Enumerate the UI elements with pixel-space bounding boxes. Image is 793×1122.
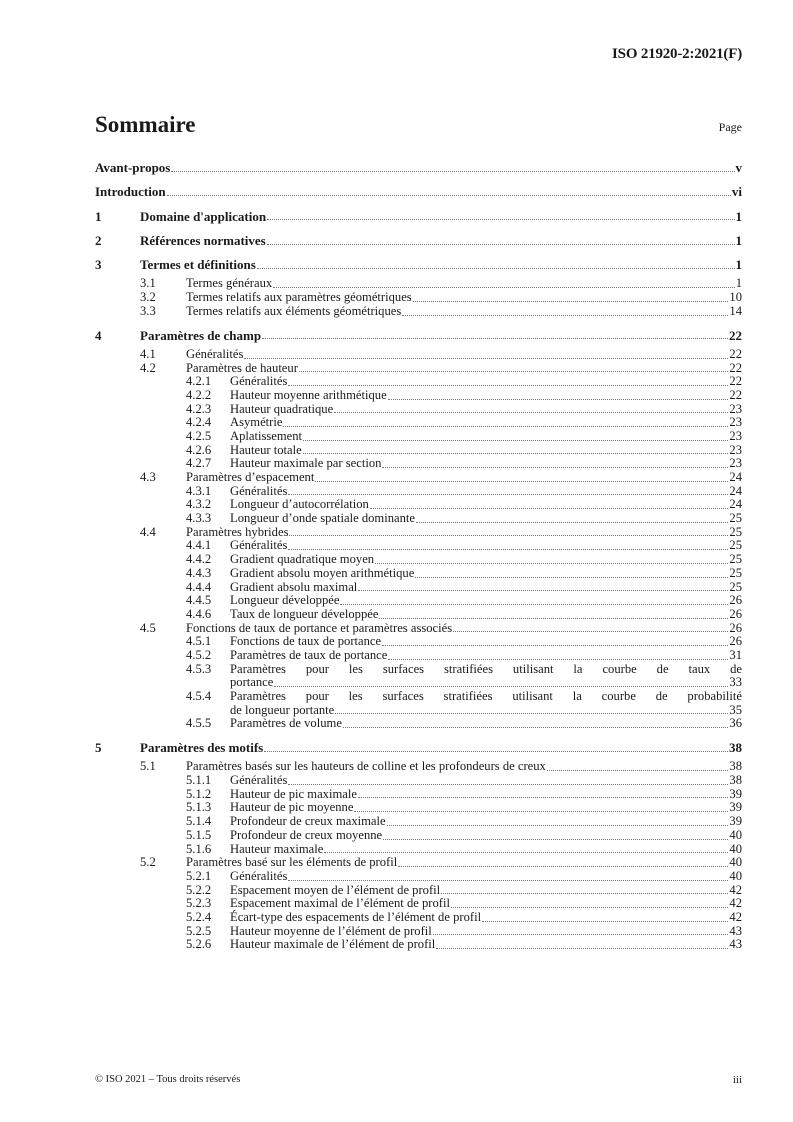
toc-entry[interactable]: [95, 856, 742, 870]
toc-entry-number: 4.4.5: [186, 593, 212, 608]
toc-entry-title: Paramètres d’espacement: [186, 470, 315, 485]
toc-entry-number: 5: [95, 740, 102, 756]
toc-entry-title: Termes et définitions: [140, 257, 256, 273]
dot-leader: [382, 644, 728, 646]
toc-entry-number: 4.4: [140, 524, 156, 539]
toc-entry-title: Avant-propos: [95, 160, 171, 176]
dot-leader: [288, 879, 728, 881]
toc-entry-page: 25: [729, 511, 742, 526]
toc-entry-page: 39: [729, 786, 742, 801]
toc-entry-title: Hauteur maximale par section: [230, 456, 382, 471]
toc-entry-page: vi: [731, 184, 742, 200]
toc-entry-page: 42: [729, 909, 742, 924]
toc-entry[interactable]: [95, 180, 742, 204]
toc-entry-title: Espacement moyen de l’élément de profil: [230, 882, 441, 897]
toc-entry[interactable]: [95, 801, 742, 815]
toc-entry-title: Gradient absolu moyen arithmétique: [230, 565, 415, 580]
toc-entry-number: 5.1.5: [186, 827, 212, 842]
toc-entry-number: 5.2.2: [186, 882, 212, 897]
dot-leader: [288, 493, 728, 495]
toc-entry-number: 4.4.6: [186, 606, 212, 621]
toc-entry-number: 4.2.6: [186, 442, 212, 457]
toc-entry[interactable]: [95, 485, 742, 499]
toc-entry-title: Taux de longueur développée: [230, 606, 379, 621]
toc-entry-page: 43: [729, 937, 742, 952]
toc-entry-title: Paramètres de volume: [230, 716, 342, 731]
dot-leader: [267, 243, 735, 245]
dot-leader: [436, 947, 728, 949]
toc-entry[interactable]: [95, 925, 742, 939]
toc-entry-number: 3.2: [140, 290, 156, 305]
toc-entry-title: Introduction: [95, 184, 166, 200]
toc-entry[interactable]: [95, 416, 742, 430]
toc-entry[interactable]: [95, 815, 742, 829]
toc-entry-title: Profondeur de creux maximale: [230, 814, 386, 829]
document-identifier: ISO 21920-2:2021(F): [612, 46, 742, 62]
dot-leader: [257, 267, 735, 269]
toc-entry-page: 23: [729, 442, 742, 457]
toc-entry[interactable]: [95, 526, 742, 540]
toc-entry-page: 23: [729, 401, 742, 416]
toc-entry[interactable]: [95, 663, 742, 690]
toc-entry-number: 4.3.1: [186, 483, 212, 498]
toc-entry-title: Paramètres basés sur les hauteurs de colline et les profondeurs de creux: [186, 759, 546, 774]
toc-entry[interactable]: [95, 911, 742, 925]
dot-leader: [453, 630, 728, 632]
toc-entry[interactable]: [95, 774, 742, 788]
toc-entry-page: 26: [729, 634, 742, 649]
toc-entry[interactable]: [95, 870, 742, 884]
dot-leader: [382, 466, 728, 468]
dot-leader: [402, 314, 728, 316]
toc-entry[interactable]: [95, 277, 742, 291]
toc-entry[interactable]: [95, 403, 742, 417]
dot-leader: [288, 783, 728, 785]
toc-entry-title: Hauteur totale: [230, 442, 302, 457]
dot-leader: [354, 810, 728, 812]
toc-entry-page: 33: [729, 675, 742, 690]
toc-entry-page: 22: [729, 360, 742, 375]
toc-entry-number: 4.2.5: [186, 428, 212, 443]
dot-leader: [167, 194, 731, 196]
toc-entry-number: 4.4.3: [186, 565, 212, 580]
toc-entry[interactable]: [95, 567, 742, 581]
toc-entry-title: Gradient absolu maximal: [230, 579, 358, 594]
toc-entry-title: Profondeur de creux moyenne: [230, 827, 383, 842]
toc-entry[interactable]: [95, 938, 742, 952]
toc-entry-page: 38: [729, 740, 742, 756]
toc-entry-page: 1: [735, 233, 742, 249]
toc-entry-number: 4.2.2: [186, 387, 212, 402]
toc-entry-title: Hauteur de pic maximale: [230, 786, 357, 801]
toc-entry[interactable]: [95, 843, 742, 857]
toc-entry-title: Asymétrie: [230, 415, 283, 430]
toc-entry[interactable]: [95, 897, 742, 911]
toc-entry-page: 40: [729, 841, 742, 856]
toc-entry-title-line1: Paramètres pour les surfaces stratifiées utilisant la courbe de taux de: [230, 661, 742, 676]
dot-leader: [379, 617, 728, 619]
toc-entry-title: Paramètres de champ: [140, 327, 262, 343]
toc-entry[interactable]: [95, 444, 742, 458]
dot-leader: [375, 562, 728, 564]
toc-entry-number: 3.3: [140, 303, 156, 318]
toc-entry[interactable]: [95, 829, 742, 843]
page-number: iii: [732, 1074, 742, 1086]
toc-entry-page: 25: [729, 552, 742, 567]
toc-entry-title: Gradient quadratique moyen: [230, 552, 375, 567]
toc-entry-page: 26: [729, 620, 742, 635]
toc-entry-page: 22: [729, 327, 742, 343]
toc-entry-title: Termes relatifs aux éléments géométriques: [186, 303, 402, 318]
toc-entry[interactable]: [95, 717, 742, 731]
toc-entry[interactable]: [95, 649, 742, 663]
toc-entry[interactable]: [95, 389, 742, 403]
toc-entry[interactable]: [95, 581, 742, 595]
toc-entry-number: 4.5.2: [186, 647, 212, 662]
dot-leader: [358, 589, 728, 591]
dot-leader: [387, 824, 729, 826]
toc-entry-title: Paramètres des motifs: [140, 740, 264, 756]
toc-entry[interactable]: [95, 553, 742, 567]
toc-entry[interactable]: [95, 884, 742, 898]
toc-entry-title-line2: portance: [230, 675, 274, 690]
toc-entry[interactable]: [95, 253, 742, 277]
page-title: Sommaire: [95, 112, 196, 137]
dot-leader: [334, 411, 728, 413]
toc-entry[interactable]: [95, 690, 742, 717]
toc-entry-number: 4.5.5: [186, 716, 212, 731]
toc-entry-page: 22: [729, 346, 742, 361]
toc-entry-number: 3.1: [140, 276, 156, 291]
toc-entry-number: 4.4.1: [186, 538, 212, 553]
toc-entry-number: 4.3.2: [186, 497, 212, 512]
toc-entry-page: 25: [729, 538, 742, 553]
dot-leader: [244, 357, 728, 359]
dot-leader: [289, 534, 728, 536]
toc-entry-number: 2: [95, 233, 102, 249]
toc-entry-title: Généralités: [230, 374, 288, 389]
toc-entry-page: 1: [735, 276, 742, 291]
toc-entry-page: 43: [729, 923, 742, 938]
toc-entry-title: Références normatives: [140, 233, 266, 249]
toc-entry-title: Longueur développée: [230, 593, 340, 608]
toc-entry-page: 39: [729, 814, 742, 829]
toc-entry[interactable]: [95, 205, 742, 229]
toc-entry-page: 42: [729, 882, 742, 897]
toc-entry-page: 22: [729, 374, 742, 389]
toc-entry-page: 40: [729, 868, 742, 883]
toc-entry-page: 10: [729, 290, 742, 305]
dot-leader: [299, 370, 729, 372]
dot-leader: [264, 750, 728, 752]
toc-entry-page: 22: [729, 387, 742, 402]
toc-entry-page: 1: [735, 208, 742, 224]
dot-leader: [288, 548, 728, 550]
toc-entry-title: Généralités: [230, 483, 288, 498]
toc-entry-title: Fonctions de taux de portance: [230, 634, 382, 649]
toc-entry-page: 26: [729, 593, 742, 608]
toc-entry-number: 5.1.3: [186, 800, 212, 815]
toc-entry-number: 5.1.4: [186, 814, 212, 829]
toc-entry-number: 4.3.3: [186, 511, 212, 526]
toc-entry-title: Écart-type des espacements de l’élément de profil: [230, 909, 482, 924]
toc-entry-number: 3: [95, 257, 102, 273]
copyright-notice: © ISO 2021 – Tous droits réservés: [95, 1074, 241, 1085]
toc-entry-title: Paramètres basé sur les éléments de profil: [186, 855, 398, 870]
dot-leader: [273, 286, 735, 288]
toc-entry-title: Paramètres de taux de portance: [230, 647, 388, 662]
toc-entry[interactable]: [95, 471, 742, 485]
toc-entry-title: Hauteur de pic moyenne: [230, 800, 354, 815]
dot-leader: [335, 712, 728, 714]
toc-entry[interactable]: [95, 362, 742, 376]
toc-entry[interactable]: [95, 512, 742, 526]
dot-leader: [274, 685, 728, 687]
dot-leader: [416, 521, 728, 523]
dot-leader: [283, 425, 728, 427]
dot-leader: [482, 920, 728, 922]
toc-entry-page: 23: [729, 415, 742, 430]
toc-entry[interactable]: [95, 635, 742, 649]
toc-entry-number: 5.2: [140, 855, 156, 870]
toc-entry[interactable]: [95, 291, 742, 305]
toc-entry-number: 4.2: [140, 360, 156, 375]
toc-entry-number: 4.2.1: [186, 374, 212, 389]
dot-leader: [388, 398, 729, 400]
toc-entry-title: Paramètres hybrides: [186, 524, 289, 539]
toc-entry-number: 5.1.1: [186, 773, 212, 788]
toc-entry-title: Domaine d'application: [140, 208, 267, 224]
toc-entry-number: 4.5: [140, 620, 156, 635]
dot-leader: [303, 439, 728, 441]
dot-leader: [413, 300, 729, 302]
toc-entry-title: Hauteur maximale: [230, 841, 324, 856]
toc-entry[interactable]: [95, 156, 742, 180]
toc-entry-page: 25: [729, 565, 742, 580]
toc-entry[interactable]: [95, 539, 742, 553]
toc-entry-number: 4.3: [140, 470, 156, 485]
toc-entry-page: 25: [729, 524, 742, 539]
toc-entry-title-line2: de longueur portante: [230, 702, 335, 717]
toc-entry-number: 4.2.4: [186, 415, 212, 430]
dot-leader: [340, 603, 728, 605]
dot-leader: [370, 507, 729, 509]
toc-entry-number: 1: [95, 208, 102, 224]
dot-leader: [441, 892, 728, 894]
toc-entry-number: 4.1: [140, 346, 156, 361]
page-column-label: Page: [718, 120, 742, 134]
dot-leader: [303, 452, 729, 454]
toc-entry-page: 40: [729, 855, 742, 870]
toc-entry-number: 5.1.2: [186, 786, 212, 801]
toc-entry-title: Généralités: [230, 868, 288, 883]
dot-leader: [324, 851, 728, 853]
toc-entry-title: Termes relatifs aux paramètres géométriques: [186, 290, 412, 305]
toc-entry-page: 35: [729, 702, 742, 717]
toc-entry-number: 5.2.4: [186, 909, 212, 924]
table-of-contents: [95, 156, 742, 952]
toc-entry-page: 26: [729, 606, 742, 621]
toc-entry-title: Espacement maximal de l’élément de profil: [230, 896, 450, 911]
toc-entry-title: Longueur d’onde spatiale dominante: [230, 511, 416, 526]
toc-entry-title: Hauteur maximale de l’élément de profil: [230, 937, 436, 952]
dot-leader: [171, 170, 734, 172]
toc-entry-page: 24: [729, 470, 742, 485]
toc-entry[interactable]: [95, 305, 742, 319]
dot-leader: [267, 218, 734, 220]
toc-entry-title: Hauteur quadratique: [230, 401, 334, 416]
toc-entry[interactable]: [95, 736, 742, 760]
toc-entry-page: 24: [729, 483, 742, 498]
toc-entry-title: Hauteur moyenne arithmétique: [230, 387, 387, 402]
toc-entry[interactable]: [95, 324, 742, 348]
dot-leader: [451, 906, 728, 908]
dot-leader: [388, 658, 728, 660]
toc-entry-number: 4.2.7: [186, 456, 212, 471]
dot-leader: [433, 933, 729, 935]
toc-entry-number: 4.5.4: [186, 689, 212, 704]
toc-entry[interactable]: [95, 594, 742, 608]
toc-entry-number: 5.1: [140, 759, 156, 774]
dot-leader: [288, 384, 728, 386]
toc-entry[interactable]: [95, 348, 742, 362]
toc-entry-page: 25: [729, 579, 742, 594]
toc-entry-title: Aplatissement: [230, 428, 303, 443]
toc-entry-number: 5.2.5: [186, 923, 212, 938]
toc-entry-number: 4.5.1: [186, 634, 212, 649]
dot-leader: [547, 769, 729, 771]
toc-entry-title: Termes généraux: [186, 276, 273, 291]
toc-entry-title: Généralités: [230, 538, 288, 553]
toc-entry-number: 5.2.3: [186, 896, 212, 911]
toc-entry-title: Longueur d’autocorrélation: [230, 497, 369, 512]
toc-entry-title: Paramètres de hauteur: [186, 360, 298, 375]
toc-entry-page: 36: [729, 716, 742, 731]
toc-entry[interactable]: [95, 457, 742, 471]
toc-entry-page: 23: [729, 428, 742, 443]
toc-entry[interactable]: [95, 760, 742, 774]
toc-entry-page: 1: [735, 257, 742, 273]
toc-entry-page: 38: [729, 759, 742, 774]
toc-entry-number: 5.2.1: [186, 868, 212, 883]
toc-entry-title: Généralités: [230, 773, 288, 788]
dot-leader: [383, 838, 728, 840]
toc-entry-page: 23: [729, 456, 742, 471]
toc-entry-page: 42: [729, 896, 742, 911]
dot-leader: [358, 796, 728, 798]
dot-leader: [398, 865, 728, 867]
dot-leader: [315, 480, 728, 482]
toc-entry-number: 4: [95, 327, 102, 343]
toc-entry-page: 31: [729, 647, 742, 662]
toc-entry-number: 4.2.3: [186, 401, 212, 416]
toc-entry-title-line1: Paramètres pour les surfaces stratifiées utilisant la courbe de probabilité: [230, 689, 742, 704]
dot-leader: [415, 576, 728, 578]
toc-entry-title: Généralités: [186, 346, 244, 361]
toc-entry-title: Hauteur moyenne de l’élément de profil: [230, 923, 432, 938]
toc-entry[interactable]: [95, 498, 742, 512]
dot-leader: [262, 337, 728, 339]
toc-entry[interactable]: [95, 608, 742, 622]
toc-entry-number: 5.2.6: [186, 937, 212, 952]
toc-entry[interactable]: [95, 622, 742, 636]
dot-leader: [343, 726, 729, 728]
toc-entry-number: 4.4.2: [186, 552, 212, 567]
toc-entry-page: 38: [729, 773, 742, 788]
toc-entry[interactable]: [95, 430, 742, 444]
toc-entry-page: 24: [729, 497, 742, 512]
toc-entry-number: 5.1.6: [186, 841, 212, 856]
toc-entry-number: 4.5.3: [186, 661, 212, 676]
toc-entry-title: Fonctions de taux de portance et paramètres associés: [186, 620, 453, 635]
toc-entry-page: 14: [729, 303, 742, 318]
toc-entry[interactable]: [95, 788, 742, 802]
toc-entry[interactable]: [95, 375, 742, 389]
toc-entry-page: 40: [729, 827, 742, 842]
toc-entry-page: 39: [729, 800, 742, 815]
toc-entry-page: v: [735, 160, 742, 176]
toc-entry[interactable]: [95, 229, 742, 253]
toc-entry-number: 4.4.4: [186, 579, 212, 594]
